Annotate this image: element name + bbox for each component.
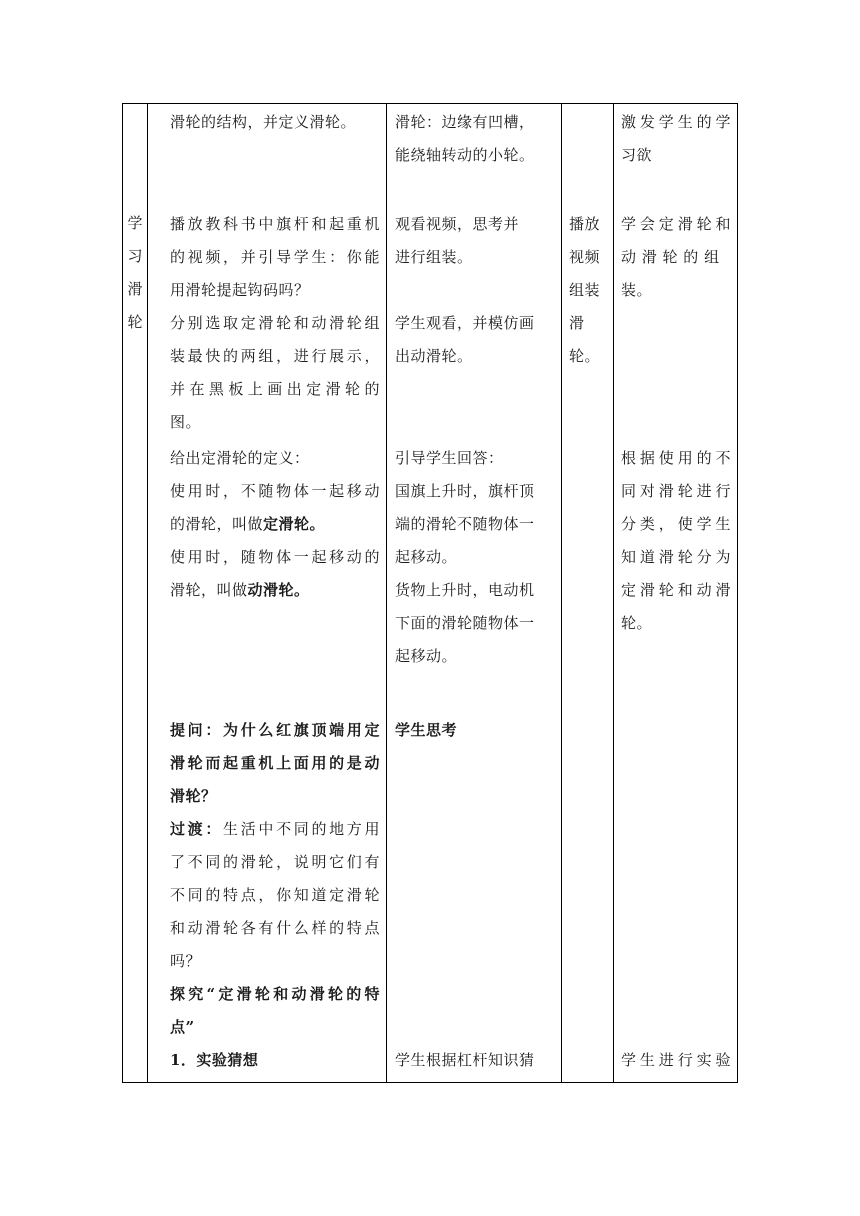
teacher-intro: 滑轮的结构，并定义滑轮。 [170, 113, 357, 131]
intent-classify: 根据使用的不 同对滑轮进行 分类，使学生 知道滑轮分为 定滑轮和动滑 轮。 [621, 449, 731, 632]
section-label-char: 学 [127, 214, 143, 232]
teacher-video: 播放教科书中旗杆和起重机 的视频，并引导学生：你能 用滑轮提起钩码吗？ [170, 215, 380, 299]
column-divider [613, 104, 614, 1082]
media-column: 播放 视频 组装 滑 轮。 [569, 215, 601, 365]
student-think: 学生思考 [395, 721, 458, 739]
student-pulley-def: 滑轮：边缘有凹槽， 能绕轴转动的小轮。 [395, 113, 535, 164]
student-guide: 引导学生回答： 国旗上升时，旗杆顶 端的滑轮不随物体一 起移动。 货物上升时，电动机 下面的滑轮随物体一 起移动。 [395, 449, 535, 665]
teacher-definition: 给出定滑轮的定义： 使用时，不随物体一起移动 的滑轮，叫做定滑轮。 使用时，随物体一起移动的 滑轮，叫做动滑轮。 [170, 449, 380, 599]
section-label-char: 轮 [127, 313, 143, 331]
teacher-question: 提问：为什么红旗顶端用定 滑轮而起重机上面用的是动 滑轮？ 过渡：生活中不同的地方用 了不同的滑轮，说明它们有 不同的特点，你知道定滑轮 和动滑轮各有什么样的特点 吗？ 探究“定滑轮和动滑轮的特 点” 1．实验猜想 [170, 721, 380, 1069]
student-guess: 学生根据杠杆知识猜 [395, 1051, 535, 1069]
intent-experiment: 学生进行实验 [621, 1051, 731, 1069]
student-imitate: 学生观看，并模仿画 出动滑轮。 [395, 314, 535, 365]
intent-motivate: 激发学生的学 习欲 [621, 113, 731, 164]
column-divider [147, 104, 148, 1082]
section-label-char: 滑 [127, 280, 143, 298]
intent-learn: 学会定滑轮和 动 滑 轮 的 组 装。 [621, 215, 731, 299]
section-label [123, 207, 147, 339]
section-label-char: 习 [127, 247, 143, 265]
lesson-table [122, 103, 738, 1083]
teacher-select: 分别选取定滑轮和动滑轮组 装最快的两组，进行展示， 并在黑板上画出定滑轮的 图。 [170, 314, 380, 431]
column-divider [561, 104, 562, 1082]
term-moving-pulley: 动滑轮。 [247, 581, 310, 599]
term-fixed-pulley: 定滑轮。 [263, 515, 326, 533]
student-watch: 观看视频，思考并 进行组装。 [395, 215, 520, 266]
column-divider [386, 104, 387, 1082]
